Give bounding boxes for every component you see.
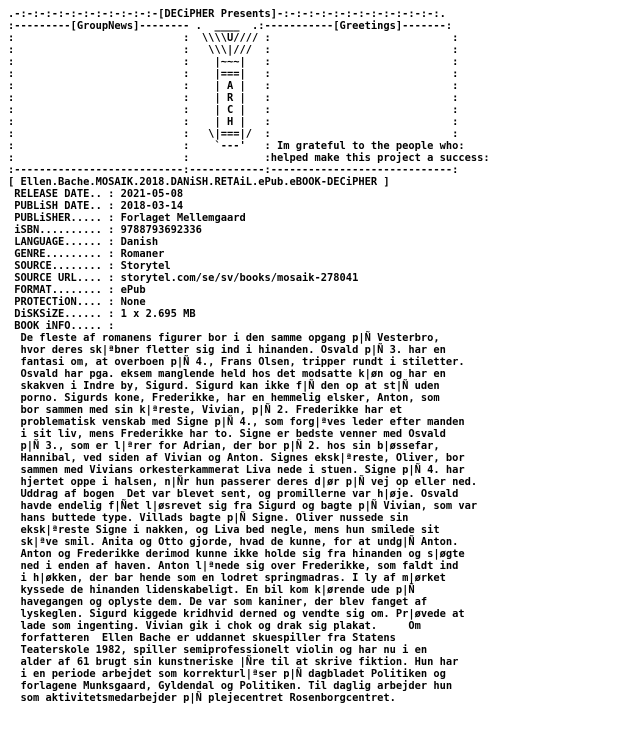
book-info-line: eksk|ªreste Signe i nakken, og Liva bed negle, mens hun smilede sit <box>8 524 440 536</box>
book-info-line: hvor deres sk|ªbner fletter sig ind i hinanden. Osvald p|Ñ 3. har en <box>8 344 446 356</box>
info-fields <box>8 188 490 332</box>
book-info-line: Hannibal, ved siden af Vivian og Anton. Signes eksk|ªreste, Oliver, bor <box>8 452 465 464</box>
ascii-header-line: : : | A | : : <box>8 80 459 92</box>
info-field-line: PROTECTiON.... : None <box>8 296 146 308</box>
book-info-line: forfatteren Ellen Bache er uddannet skuespiller fra Statens <box>8 632 396 644</box>
info-field-line: GENRE......... : Romaner <box>8 248 165 260</box>
info-field-line: LANGUAGE...... : Danish <box>8 236 159 248</box>
book-info-line: ned i enden af haven. Anton l|ªnede sig over Frederikke, som faldt ind <box>8 560 459 572</box>
book-info-line: problematisk venskab med Signe p|Ñ 4., som forg|ªves leder efter manden <box>8 416 465 428</box>
ascii-header-line: : : |~~~| : : <box>8 56 459 68</box>
ascii-header-line: :---------------------------:------------:-----------------------------: <box>8 164 459 176</box>
nfo-header-block <box>8 8 490 176</box>
book-info-line: alder af 61 brugt sin kunstneriske |Ñre til at skrive fiktion. Hun har <box>8 656 459 668</box>
book-info-line: havde endelig f|Ñet l|øsrevet sig fra Sigurd og bagte p|Ñ Vivian, som var <box>8 500 478 512</box>
info-field-line: PUBLiSHER..... : Forlaget Mellemgaard <box>8 212 246 224</box>
info-field-line: RELEASE DATE.. : 2021-05-08 <box>8 188 184 200</box>
book-info-line: hans buttede type. Villads bagte p|Ñ Signe. Oliver nussede sin <box>8 512 409 524</box>
book-info-line: bor sammen med sin k|ªreste, Vivian, p|Ñ 2. Frederikke har et <box>8 404 403 416</box>
book-info-line: porno. Sigurds kone, Frederikke, har en hemmelig elsker, Anton, som <box>8 392 440 404</box>
book-info-line: p|Ñ 3., som er l|ªrer for Adrian, der bor p|Ñ 2. hos sin b|øssefar, <box>8 440 440 452</box>
book-info-line: lyskeglen. Sigurd kiggede kridhvid derned og vendte sig om. Pr|øvede at <box>8 608 465 620</box>
book-info-line: kyssede de hinanden lidenskabeligt. En bil kom k|ørende ude p|Ñ <box>8 584 415 596</box>
book-info-line: som aktivitetsmedarbejder p|Ñ plejecentret Rosenborgcentret. <box>8 692 396 704</box>
info-field-line: SOURCE........ : Storytel <box>8 260 171 272</box>
ascii-header-line: .-:-:-:-:-:-:-:-:-:-:-:-[DECiPHER Presents]-:-:-:-:-:-:-:-:-:-:-:-:-:. <box>8 8 446 20</box>
book-info-line: havegangen og oplyste dem. De var som kaniner, der blev fanget af <box>8 596 428 608</box>
ascii-header-line: : : \\\|/// : : <box>8 44 459 56</box>
info-field-line: BOOK iNFO..... : <box>8 320 115 332</box>
ascii-header-line: : : | R | : : <box>8 92 459 104</box>
book-info <box>8 332 490 704</box>
nfo-text <box>8 8 490 704</box>
ascii-header-line: :---------[GroupNews]-------- . ____ .:-----------[Greetings]-------: <box>8 20 453 32</box>
ascii-header-line: : : |===| : : <box>8 68 459 80</box>
info-field-line: DiSKSiZE...... : 1 x 2.695 MB <box>8 308 196 320</box>
info-field-line: SOURCE URL.... : storytel.com/se/sv/books/mosaik-278041 <box>8 272 359 284</box>
release-title: [ Ellen.Bache.MOSAIK.2018.DANiSH.RETAiL.ePub.eBOOK-DECiPHER ] <box>8 176 390 188</box>
ascii-header-line: : : \|===|/ : : <box>8 128 459 140</box>
book-info-line: fantasi om, at overboen p|Ñ 4., Frans Olsen, tripper rundt i stiletter. <box>8 356 465 368</box>
book-info-line: sammen med Vivians orkesterkammerat Liva nede i stuen. Signe p|Ñ 4. har <box>8 464 465 476</box>
book-info-line: i en periode arbejdet som korrekturl|ªser p|Ñ dagbladet Politiken og <box>8 668 446 680</box>
book-info-line: i sit liv, mens Frederikke har to. Signe er bedste venner med Osvald <box>8 428 446 440</box>
book-info-line: hjertet oppe i halsen, n|Ñr hun passerer deres d|ør p|Ñ vej op eller ned. <box>8 476 478 488</box>
book-info-line: Anton og Frederikke derimod kunne ikke holde sig fra hinanden og s|øgte <box>8 548 465 560</box>
ascii-header-line: : : | H | : : <box>8 116 459 128</box>
book-info-line: forlagene Munksgaard, Gyldendal og Politiken. Til daglig arbejder hun <box>8 680 453 692</box>
ascii-header-line: : : :helped make this project a success: <box>8 152 490 164</box>
ascii-header-line: : : | C | : : <box>8 104 459 116</box>
info-field-line: iSBN.......... : 9788793692336 <box>8 224 202 236</box>
book-info-line: sk|ªve smil. Anita og Otto gjorde, hvad de kunne, for at undg|Ñ Anton. <box>8 536 459 548</box>
book-info-line: lade som ingenting. Vivian gik i chok og drak sig plakat. Om <box>8 620 421 632</box>
book-info-line: Teaterskole 1982, spiller semiprofessionelt violin og har nu i en <box>8 644 428 656</box>
book-info-line: Osvald har pga. eksem manglende held hos det modsatte k|øn og har en <box>8 368 446 380</box>
info-field-line: FORMAT........ : ePub <box>8 284 146 296</box>
ascii-header-line: : : `---' : Im grateful to the people who: <box>8 140 465 152</box>
book-info-line: Uddrag af bogen Det var blevet sent, og promillerne var h|øje. Osvald <box>8 488 459 500</box>
info-field-line: PUBLiSH DATE.. : 2018-03-14 <box>8 200 184 212</box>
book-info-line: De fleste af romanens figurer bor i den samme opgang p|Ñ Vesterbro, <box>8 332 440 344</box>
ascii-header-line: : : \\\\U//// : : <box>8 32 459 44</box>
book-info-line: i h|økken, der bar hende som en lodret springmadras. I ly af m|ørket <box>8 572 446 584</box>
book-info-line: skakven i Indre by, Sigurd. Sigurd kan ikke f|Ñ den op at st|Ñ uden <box>8 380 440 392</box>
